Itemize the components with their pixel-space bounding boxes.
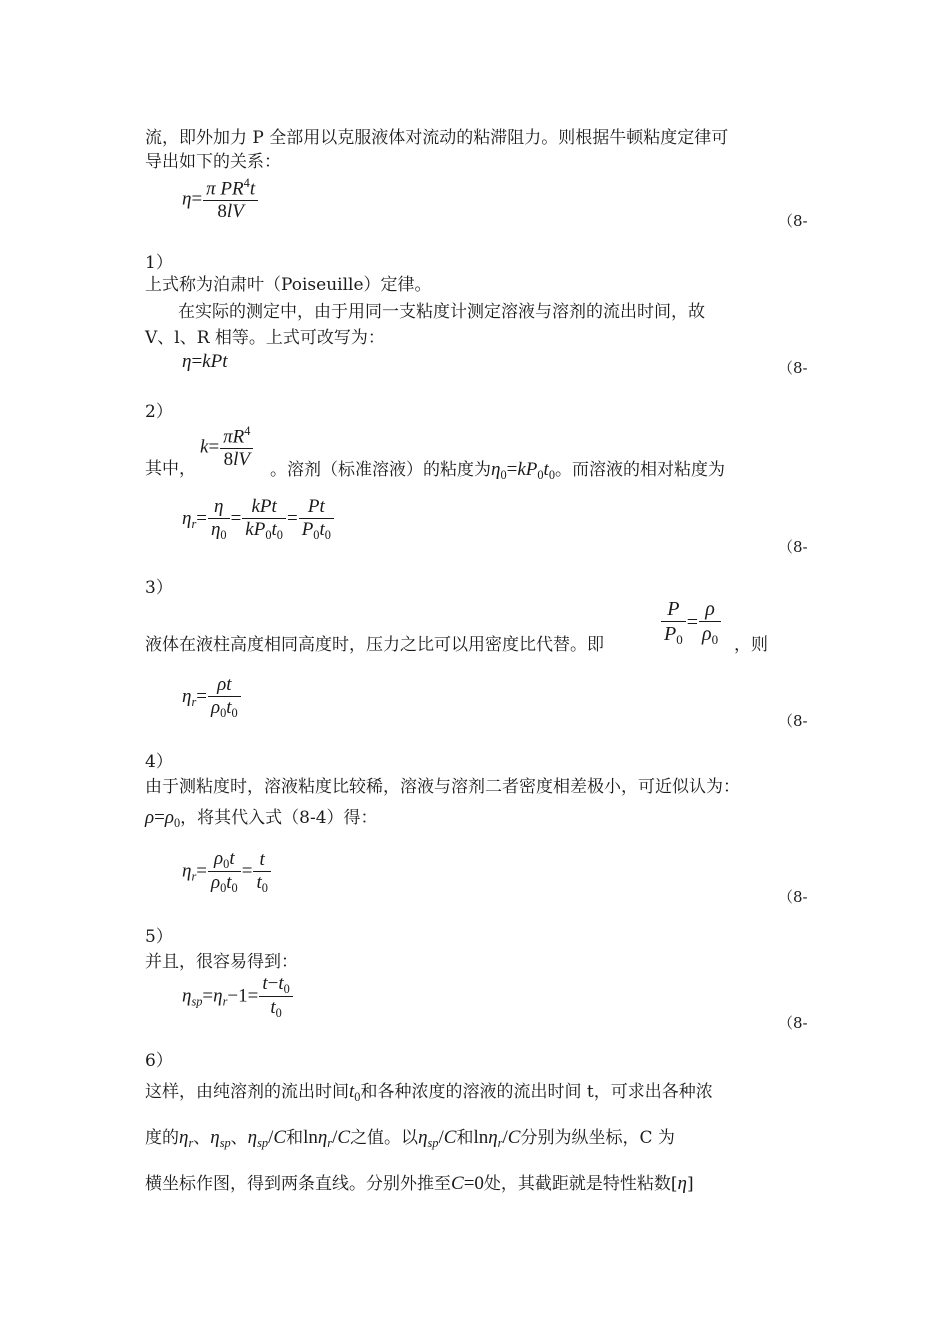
equation-8-3: $\eta_r=$ $\frac{\eta}{\eta_0}$ = $\frac{\text{kPt}}{kP_0t_0}$ = $\frac{Pt}{P_0t_0}$ — [182, 496, 335, 542]
text-fragment: 分别为纵坐标，C 为 — [520, 1128, 675, 1148]
text-line — [145, 1172, 694, 1195]
text-fragment: 液体在液柱高度相同高度时，压力之比可以用密度比代替。即 — [145, 635, 604, 655]
text-fragment: 、 — [230, 1128, 248, 1148]
text-line — [145, 458, 196, 480]
formula-eta: η — [677, 1173, 687, 1194]
text-line: 并且，很容易得到： — [145, 952, 298, 972]
equation-8-5: $\eta_r=$ $\frac{\rho_0t}{\rho_0t_0}$ = $\frac{t}{t_0}$ — [182, 848, 272, 895]
formula-k: k= $\frac{\pi R^4}{8lV}$ — [200, 424, 254, 471]
equation-8-6: $\eta_{sp}=\eta_r-1=$ $\frac{t-t_0}{t_0}$ — [182, 973, 294, 1020]
text-line: 3） — [145, 578, 173, 598]
text-fragment: 横坐标作图，得到两条直线。分别外推至 — [145, 1174, 451, 1194]
text-line: 在实际的测定中，由于用同一支粘度计测定溶液与溶剂的流出时间，故 — [178, 302, 705, 322]
text-line: 流，即外加力 P 全部用以克服液体对流动的粘滞阻力。则根据牛顿粘度定律可 — [145, 128, 729, 148]
text-line — [270, 458, 725, 486]
equation-number: （8- — [778, 359, 808, 377]
text-fragment: 这样，由纯溶剂的流出时间 — [145, 1082, 349, 1102]
equation-number: （8- — [778, 712, 808, 730]
text-line: V、l、R 相等。上式可改写为： — [145, 328, 385, 348]
text-fragment: 。溶剂（标准溶液）的粘度为 — [270, 460, 491, 480]
text-fragment: 处，其截距就是特性粘数[ — [483, 1174, 678, 1194]
text-fragment: 、 — [193, 1128, 211, 1148]
text-line: 2） — [145, 402, 173, 422]
equation-8-1: η= $\frac{\pi PR^4t}{8lV}$ — [182, 176, 259, 223]
text-fragment: ，则 — [734, 635, 768, 655]
formula-t0: $t_0$ — [349, 1081, 361, 1104]
equation-number: （8- — [778, 212, 808, 230]
text-fragment: 度的 — [145, 1128, 179, 1148]
equation-number: （8- — [778, 888, 808, 906]
text-line: 4） — [145, 752, 173, 772]
text-fragment: 之值。以 — [350, 1128, 419, 1148]
formula-ln-eta-r-over-c: lnη$_r$/C — [473, 1127, 521, 1150]
text-line: 5） — [145, 927, 173, 947]
formula-eta-r: $\eta_r$ — [179, 1127, 194, 1150]
formula-eta-sp: $\eta_{sp}$ — [210, 1127, 231, 1150]
equation-8-2: η=kPt — [182, 351, 228, 372]
formula-pressure-ratio: $\frac{P}{P_0}$ = $\frac{\rho}{\rho_0}$ — [660, 598, 722, 648]
text-line — [145, 806, 378, 834]
text-line: 上式称为泊肃叶（Poiseuille）定律。 — [145, 275, 432, 295]
text-line: 1） — [145, 253, 173, 273]
text-fragment: 和各种浓度的溶液的流出时间 t，可求出各种浓 — [360, 1082, 713, 1102]
formula-rho-equal: $\rho=\rho_0$ — [145, 807, 181, 830]
text-line — [145, 1126, 675, 1154]
text-fragment: 。而溶液的相对粘度为 — [555, 460, 725, 480]
text-fragment: ] — [686, 1174, 694, 1194]
text-fragment: ，将其代入式（8-4）得： — [180, 808, 378, 828]
text-line — [145, 1080, 713, 1108]
text-fragment: 和 — [456, 1128, 474, 1148]
text-line — [145, 634, 604, 656]
formula-c-zero: C=0 — [451, 1173, 484, 1194]
equation-number: （8- — [778, 538, 808, 556]
text-line: 由于测粘度时，溶液粘度比较稀，溶液与溶剂二者密度相差极小，可近似认为： — [145, 777, 740, 797]
text-fragment: 和 — [286, 1128, 304, 1148]
formula-ln-eta-r-over-c: lnη$_r$/C — [303, 1127, 351, 1150]
formula-eta-sp-over-c: $\eta_{sp}/C$ — [247, 1127, 287, 1150]
formula-eta-sp-over-c: $\eta_{sp}/C$ — [418, 1127, 457, 1150]
text-line: 6） — [145, 1051, 173, 1071]
equation-8-4: $\eta_r=$ $\frac{\rho t}{\rho_0t_0}$ — [182, 674, 242, 720]
text-line: 导出如下的关系： — [145, 152, 281, 172]
formula-eta0: $\eta_0=kP_0t_0$ — [491, 459, 555, 482]
equation-number: （8- — [778, 1014, 808, 1032]
text-fragment: 其中， — [145, 459, 196, 479]
